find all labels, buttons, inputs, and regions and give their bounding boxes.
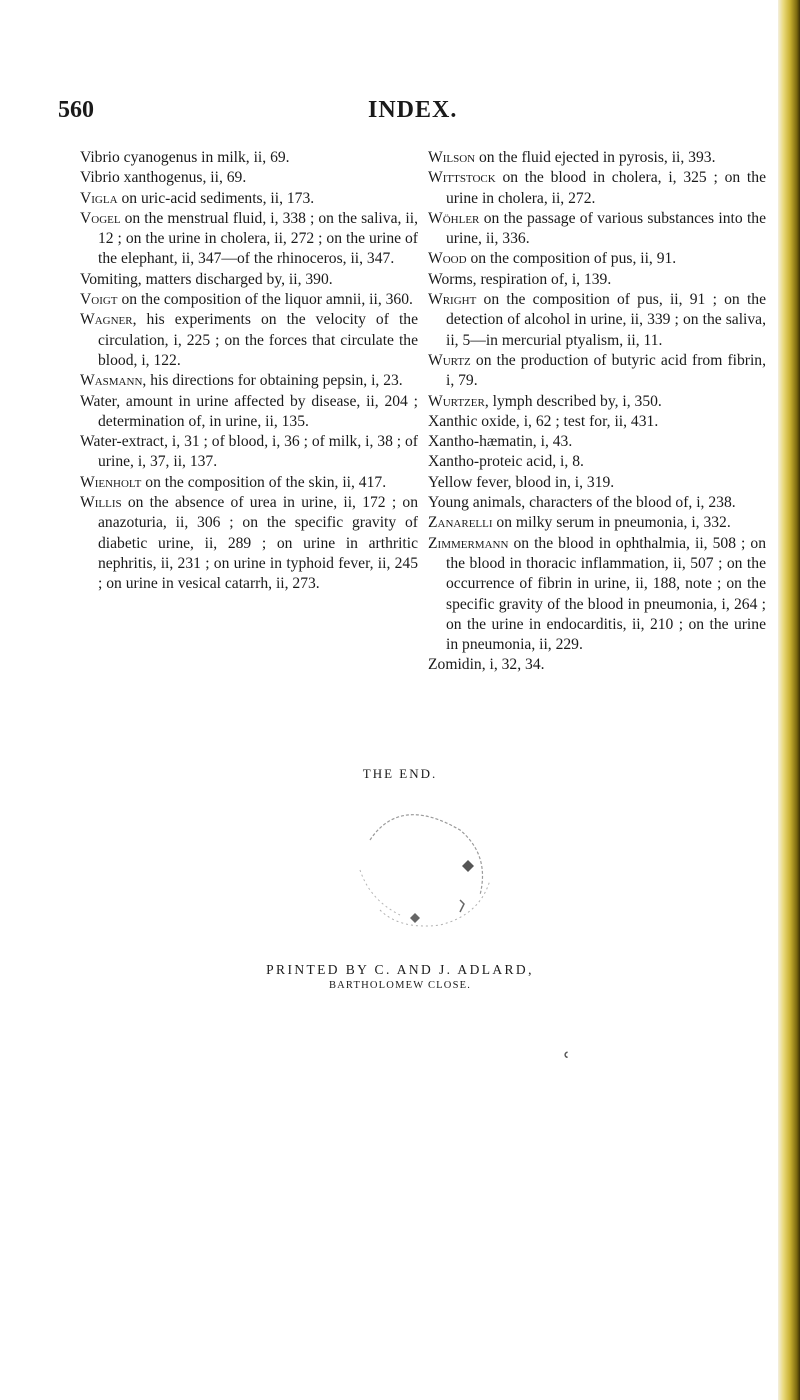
author-name: Wienholt <box>80 473 142 491</box>
entry-text: Water, amount in urine affected by disease, ii, 204 ; determination of, in urine, ii, 135. <box>80 392 418 430</box>
end-mark: THE END. <box>362 766 438 781</box>
entry-text: on the menstrual fluid, i, 338 ; on the saliva, ii, 12 ; on the urine in cholera, ii, 272 ; on the urine of the elephant, ii, 347—of the rhinoceros, ii, 347. <box>98 209 418 268</box>
entry-text: Vibrio xanthogenus, ii, 69. <box>80 169 247 187</box>
index-entry <box>428 209 766 250</box>
entry-text: Xantho-hæmatin, i, 43. <box>428 433 573 451</box>
entry-text: Yellow fever, blood in, i, 319. <box>428 473 615 491</box>
index-entry <box>80 209 418 270</box>
index-entry <box>80 371 418 391</box>
printer-address: BARTHOLOMEW CLOSE. <box>328 980 472 991</box>
index-entry <box>428 473 766 493</box>
author-name: Zimmermann <box>428 534 509 552</box>
index-entry <box>80 189 418 209</box>
entry-text: on the passage of various substances into the urine, ii, 336. <box>446 209 766 248</box>
index-entry <box>428 148 766 168</box>
index-entry <box>80 473 418 493</box>
index-entry <box>428 392 766 412</box>
entry-text: on the composition of the skin, ii, 417. <box>141 473 387 491</box>
index-entry <box>428 493 766 513</box>
page-header <box>58 97 758 131</box>
index-entry <box>428 513 766 533</box>
index-entry <box>428 432 766 452</box>
index-entry <box>428 351 766 392</box>
index-entry <box>80 493 418 594</box>
index-entry <box>80 310 418 371</box>
pencil-mark: ʿ <box>563 1048 571 1076</box>
author-name: Vigla <box>80 189 118 207</box>
author-name: Wurtzer <box>428 392 485 410</box>
entry-text: on the composition of pus, ii, 91. <box>466 250 677 268</box>
entry-text: on uric-acid sediments, ii, 173. <box>117 189 315 207</box>
entry-text: on the composition of the liquor amnii, ii, 360. <box>117 291 413 309</box>
entry-text: Xanthic oxide, i, 62 ; test for, ii, 431. <box>428 412 659 430</box>
index-entry <box>80 432 418 473</box>
author-name: Wood <box>428 250 467 268</box>
entry-text: on the composition of pus, ii, 91 ; on the detection of alcohol in urine, ii, 339 ; on the saliva, ii, 5—in mercurial ptyalism, ii, 11. <box>446 291 766 349</box>
entry-text: , his directions for obtaining pepsin, i, 23. <box>142 372 403 390</box>
running-head: INDEX. <box>368 97 458 123</box>
index-entry <box>80 148 418 168</box>
page-edge <box>778 0 800 1400</box>
entry-text: Water-extract, i, 31 ; of blood, i, 36 ; of milk, i, 38 ; of urine, i, 37, ii, 137. <box>80 433 418 471</box>
entry-text: Xantho-proteic acid, i, 8. <box>428 453 584 471</box>
author-name: Wright <box>428 291 477 309</box>
entry-text: on the production of butyric acid from fibrin, i, 79. <box>446 351 766 390</box>
index-entry <box>428 452 766 472</box>
author-name: Wurtz <box>428 351 471 369</box>
entry-text: on the blood in cholera, i, 325 ; on the urine in cholera, ii, 272. <box>446 169 766 207</box>
index-column-left <box>80 148 418 595</box>
index-entry <box>428 249 766 269</box>
index-entry <box>428 290 766 351</box>
index-entry <box>428 168 766 209</box>
entry-text: Vomiting, matters discharged by, ii, 390. <box>80 270 333 288</box>
entry-text: on the fluid ejected in pyrosis, ii, 393. <box>475 149 716 166</box>
author-name: Wagner <box>80 311 133 329</box>
printer-imprint: PRINTED BY C. AND J. ADLARD, <box>266 962 534 977</box>
author-name: Wilson <box>428 149 476 166</box>
author-name: Zanarelli <box>428 514 493 532</box>
index-entry <box>428 655 766 675</box>
author-name: Wöhler <box>428 209 480 227</box>
entry-text: Zomidin, i, 32, 34. <box>428 656 545 674</box>
author-name: Vogel <box>80 209 121 227</box>
entry-text: , his experiments on the velocity of the circulation, i, 225 ; on the forces that circulate the blood, i, 122. <box>98 311 418 369</box>
index-entry <box>80 168 418 188</box>
entry-text: on the absence of urea in urine, ii, 172 ; on anazoturia, ii, 306 ; on the specific gravity of diabetic urine, ii, 289 ; on urine in arthritic nephritis, ii, 231 ; on urine in typhoid fever, ii, 245 ; on urine in vesical catarrh, ii, 273. <box>98 494 418 593</box>
page-number: 560 <box>58 97 94 123</box>
ornament-flourish-icon <box>340 800 510 940</box>
index-entry <box>80 392 418 433</box>
index-entry <box>428 534 766 656</box>
author-name: Wasmann <box>80 372 143 390</box>
entry-text: , lymph described by, i, 350. <box>484 392 662 410</box>
entry-text: on milky serum in pneumonia, i, 332. <box>492 514 731 532</box>
entry-text: on the blood in ophthalmia, ii, 508 ; on the blood in thoracic inflammation, ii, 507 ; on the occurrence of fibrin in urine, ii, 188, note ; on the specific gravity of the blood in pneumonia, i, 264 ; on the urine in endocarditis, ii, 210 ; on the urine in pneumonia, ii, 229. <box>446 534 766 654</box>
index-entry <box>428 412 766 432</box>
author-name: Wittstock <box>428 169 496 187</box>
index-entry <box>428 270 766 290</box>
index-column-right <box>428 148 766 676</box>
author-name: Willis <box>80 494 122 512</box>
index-entry <box>80 290 418 310</box>
entry-text: Young animals, characters of the blood of, i, 238. <box>428 494 736 512</box>
author-name: Voigt <box>80 291 118 309</box>
entry-text: Vibrio cyanogenus in milk, ii, 69. <box>80 149 290 166</box>
index-entry <box>80 270 418 290</box>
entry-text: Worms, respiration of, i, 139. <box>428 270 612 288</box>
